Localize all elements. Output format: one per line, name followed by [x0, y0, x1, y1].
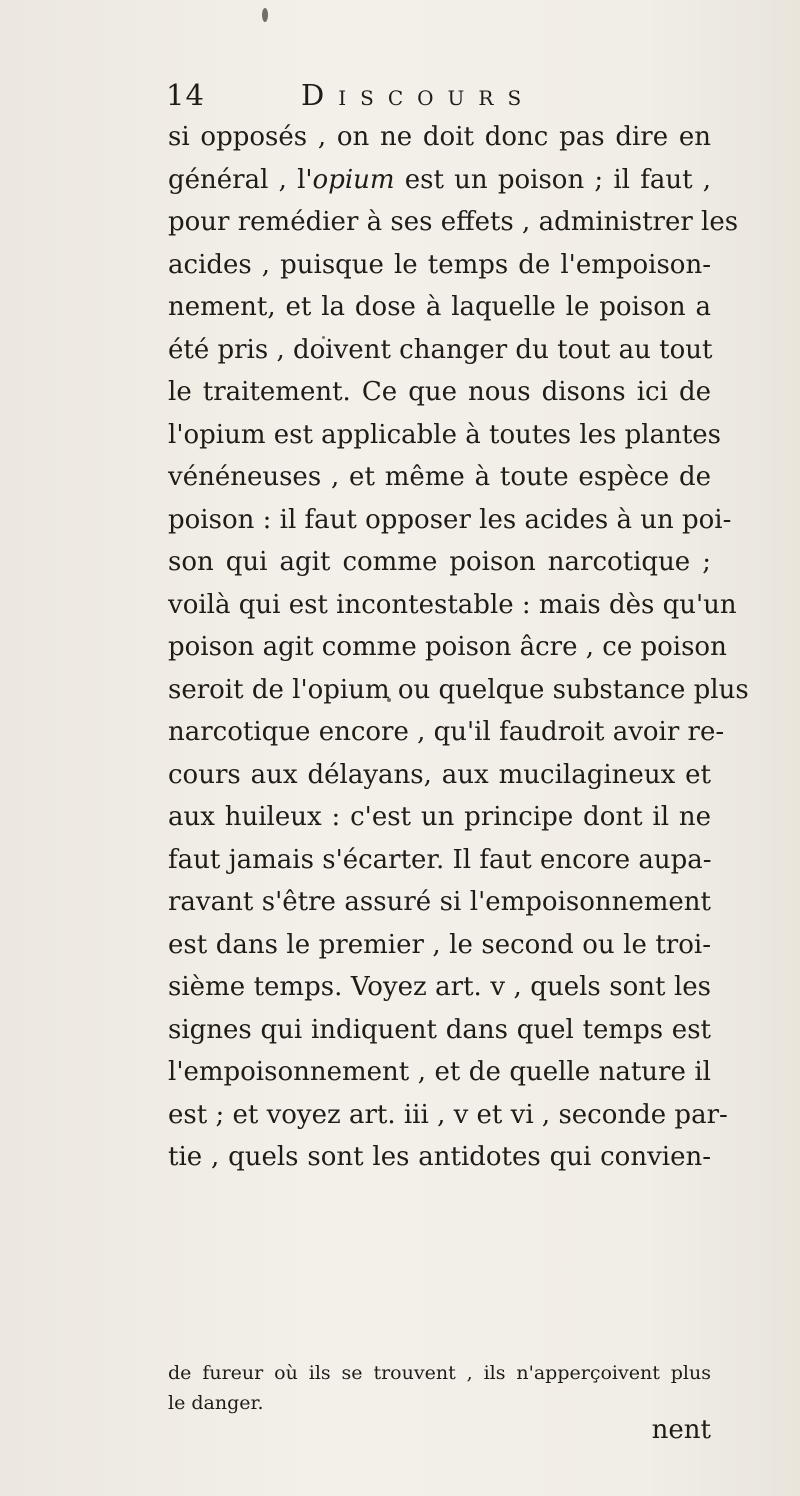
- text-line: poison : il faut opposer les acides à un poi-: [168, 504, 732, 535]
- text-line: le traitement. Ce que nous disons ici de: [168, 377, 711, 407]
- text-line: est ; et voyez art. iii , v et vi , seconde par-: [168, 1099, 728, 1130]
- page-header: [166, 78, 726, 118]
- text-line: poison agit comme poison âcre , ce poison: [168, 632, 727, 662]
- text-line: seroit de l'opium ou quelque substance plus: [168, 674, 749, 705]
- text-line: acides , puisque le temps de l'empoison-: [168, 249, 711, 280]
- text-line: faut jamais s'écarter. Il faut encore aupa-: [168, 844, 712, 875]
- text-line: narcotique encore , qu'il faudroit avoir re-: [168, 717, 725, 747]
- page-number: 14: [166, 78, 205, 112]
- text-line: l'empoisonnement , et de quelle nature il: [168, 1057, 711, 1087]
- ink-speck: [262, 8, 268, 22]
- body-text: [168, 116, 749, 1179]
- text-line: cours aux délayans, aux mucilagineux et: [168, 759, 711, 790]
- text-line: est dans le premier , le second ou le troi-: [168, 929, 711, 960]
- text-line: l'opium est applicable à toutes les plantes: [168, 419, 722, 450]
- text-line: aux huileux : c'est un principe dont il ne: [168, 802, 711, 832]
- text-line: signes qui indiquent dans quel temps est: [168, 1014, 711, 1045]
- text-line: général , l'opium est un poison ; il faut ,: [168, 164, 711, 195]
- footnote: [168, 1358, 711, 1418]
- text-line: son qui agit comme poison narcotique ;: [168, 547, 711, 577]
- text-line: nement, et la dose à laquelle le poison a: [168, 292, 711, 322]
- text-line: vénéneuses , et même à toute espèce de: [168, 462, 711, 492]
- text-line: si opposés , on ne doit donc pas dire en: [168, 122, 711, 152]
- text-line: pour remédier à ses effets , administrer les: [168, 207, 739, 237]
- text-line: tie , quels sont les antidotes qui convien-: [168, 1142, 711, 1172]
- text-line: sième temps. Voyez art. v , quels sont les: [168, 972, 711, 1002]
- catchword: nent: [651, 1415, 711, 1445]
- text-line: ravant s'être assuré si l'empoisonnement: [168, 887, 711, 917]
- footnote-line: de fureur où ils se trouvent , ils n'apperçoivent plus: [168, 1362, 711, 1384]
- text-line: voilà qui est incontestable : mais dès qu'un: [168, 589, 737, 620]
- running-head: Discours: [301, 78, 536, 112]
- footnote-line: le danger.: [168, 1392, 264, 1414]
- text-line: été pris , doivent changer du tout au tout: [168, 334, 713, 365]
